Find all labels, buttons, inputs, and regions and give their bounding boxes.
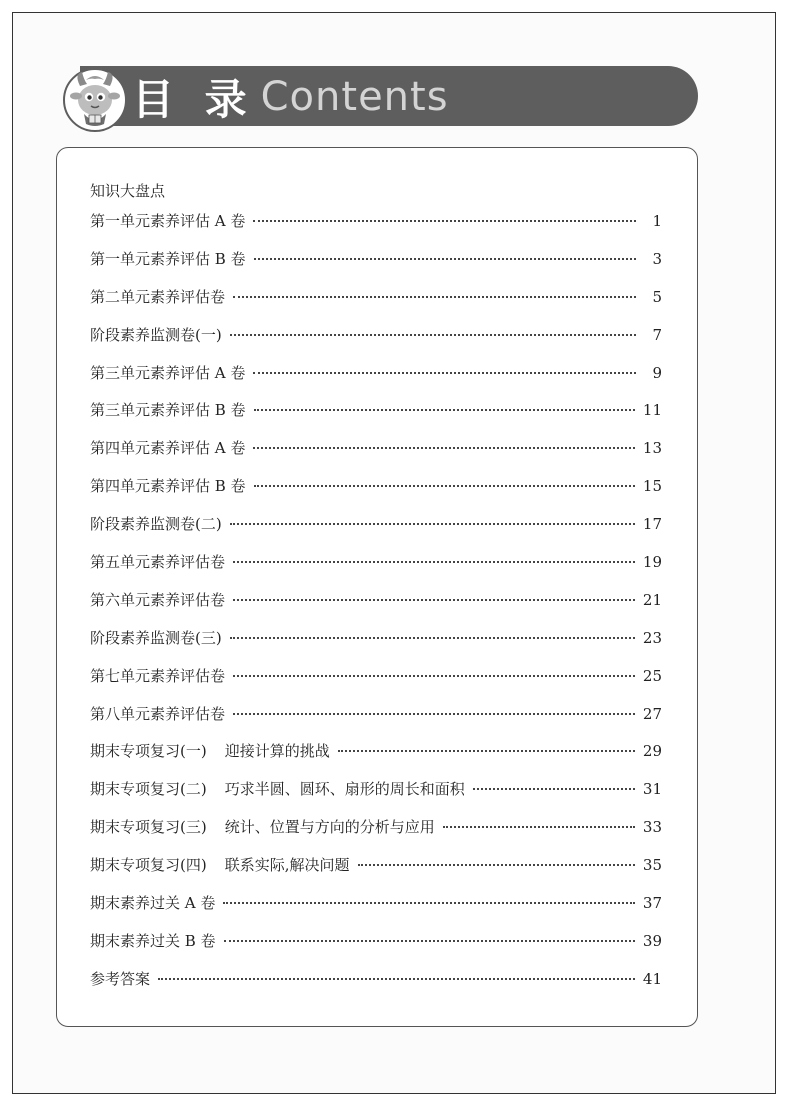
toc-entry-title: 第一单元素养评估 B 卷	[90, 249, 246, 268]
toc-entry[interactable]	[90, 551, 662, 589]
toc-entry[interactable]	[90, 437, 662, 475]
toc-entry-title: 期末专项复习(三)	[90, 818, 207, 837]
dot-leader	[254, 409, 635, 411]
toc-entry[interactable]	[90, 513, 662, 551]
toc-page-number: 15	[642, 477, 662, 496]
toc-entry-title: 第八单元素养评估卷	[90, 704, 226, 723]
toc-page-number: 33	[642, 818, 662, 837]
toc-page-number: 37	[642, 894, 662, 913]
dot-leader	[233, 713, 635, 715]
toc-entry-title: 期末专项复习(一)	[90, 742, 207, 761]
title-chinese: 目 录	[132, 75, 255, 124]
toc-entry[interactable]	[90, 665, 662, 703]
toc-page-number: 17	[642, 515, 662, 534]
dot-leader	[253, 372, 636, 374]
toc-entry-title: 期末专项复习(四)	[90, 856, 207, 875]
dot-leader	[233, 599, 635, 601]
toc-entry[interactable]	[90, 589, 662, 627]
toc-page-number: 21	[642, 590, 662, 609]
toc-page-number: 3	[652, 249, 662, 268]
toc-entry-title: 第三单元素养评估 A 卷	[90, 363, 246, 382]
toc-page-number: 1	[652, 212, 662, 230]
toc-page-number: 9	[652, 363, 662, 382]
toc-page-number: 27	[642, 704, 662, 723]
dot-leader	[253, 447, 635, 449]
toc-entry-title: 第四单元素养评估 A 卷	[90, 439, 246, 458]
toc-entry-title: 参考答案	[90, 969, 151, 988]
toc-entry-title: 第六单元素养评估卷	[90, 590, 226, 609]
toc-entry-subtitle: 迎接计算的挑战	[224, 742, 330, 761]
section-label: 知识大盘点	[90, 182, 166, 200]
dot-leader	[338, 750, 635, 752]
toc-entry-title: 第一单元素养评估 A 卷	[90, 212, 246, 230]
dot-leader	[223, 902, 635, 904]
toc-page-number: 31	[642, 780, 662, 799]
dot-leader	[230, 334, 636, 336]
toc-page-number: 25	[642, 666, 662, 685]
goat-mascot-icon	[60, 64, 130, 134]
dot-leader	[253, 220, 636, 222]
dot-leader	[158, 978, 635, 980]
toc-page-number: 13	[642, 439, 662, 458]
toc-entry-title: 期末素养过关 B 卷	[90, 931, 216, 950]
toc-entry-title: 期末专项复习(二)	[90, 780, 207, 799]
page-title	[132, 70, 449, 124]
dot-leader	[230, 523, 635, 525]
toc-page-number: 5	[652, 287, 662, 306]
dot-leader	[230, 637, 635, 639]
dot-leader	[254, 485, 635, 487]
toc-page-number: 41	[642, 969, 662, 988]
toc-page-number: 39	[642, 931, 662, 950]
toc-page-number: 7	[652, 325, 662, 344]
toc-entry[interactable]	[90, 399, 662, 437]
toc-entry[interactable]	[90, 892, 662, 930]
toc-page-number: 19	[642, 553, 662, 572]
dot-leader	[224, 940, 635, 942]
toc-entry[interactable]	[90, 210, 662, 248]
toc-entry-subtitle: 巧求半圆、圆环、扇形的周长和面积	[224, 780, 465, 799]
toc-entry-title: 第四单元素养评估 B 卷	[90, 477, 246, 496]
table-of-contents	[90, 210, 662, 1006]
toc-entry[interactable]	[90, 324, 662, 362]
dot-leader	[233, 561, 635, 563]
toc-entry-title: 第三单元素养评估 B 卷	[90, 401, 246, 420]
title-english: Contents	[260, 74, 449, 120]
toc-entry[interactable]	[90, 286, 662, 324]
toc-entry-title: 第二单元素养评估卷	[90, 287, 226, 306]
dot-leader	[254, 258, 636, 260]
toc-page-number: 11	[642, 401, 662, 420]
toc-entry[interactable]	[90, 362, 662, 400]
toc-entry-title: 阶段素养监测卷(三)	[90, 628, 222, 647]
toc-entry-title: 期末素养过关 A 卷	[90, 894, 216, 913]
toc-entry-title: 阶段素养监测卷(一)	[90, 325, 222, 344]
toc-entry[interactable]	[90, 248, 662, 286]
toc-entry-title: 第五单元素养评估卷	[90, 553, 226, 572]
toc-entry[interactable]	[90, 816, 662, 854]
toc-entry-title: 第七单元素养评估卷	[90, 666, 226, 685]
toc-page-number: 23	[642, 628, 662, 647]
toc-entry[interactable]	[90, 854, 662, 892]
dot-leader	[233, 296, 636, 298]
toc-entry[interactable]	[90, 778, 662, 816]
toc-entry[interactable]	[90, 703, 662, 741]
toc-entry[interactable]	[90, 475, 662, 513]
toc-entry[interactable]	[90, 740, 662, 778]
toc-entry[interactable]	[90, 627, 662, 665]
toc-entry-title: 阶段素养监测卷(二)	[90, 515, 222, 534]
toc-page-number: 35	[642, 856, 662, 875]
toc-entry-subtitle: 联系实际,解决问题	[224, 856, 350, 875]
dot-leader	[473, 788, 635, 790]
dot-leader	[233, 675, 635, 677]
toc-entry-subtitle: 统计、位置与方向的分析与应用	[224, 818, 435, 837]
toc-entry[interactable]	[90, 930, 662, 968]
toc-page-number: 29	[642, 742, 662, 761]
toc-entry[interactable]	[90, 968, 662, 1006]
dot-leader	[443, 826, 635, 828]
dot-leader	[358, 864, 635, 866]
